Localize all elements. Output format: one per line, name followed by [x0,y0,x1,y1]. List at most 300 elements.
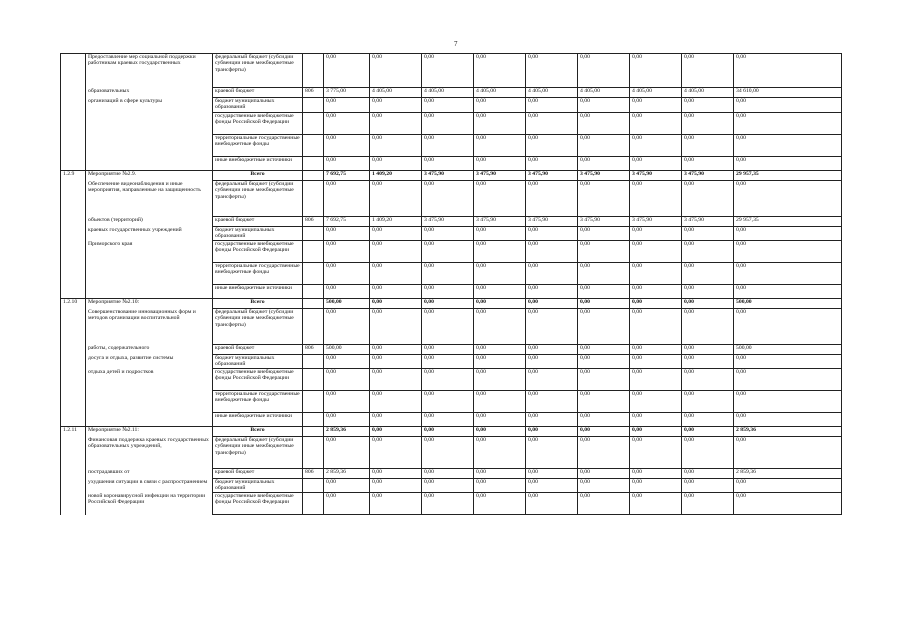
agency-code-cell [303,493,324,515]
amount-cell: 3 775,00 [324,88,370,98]
item-description-cell [86,391,213,413]
amount-cell: 0,00 [630,135,682,157]
item-description-cell: Мероприятие №2.11: [86,427,213,437]
amount-cell: 0,00 [474,479,526,493]
amount-cell: 0,00 [630,241,682,263]
amount-cell: 0,00 [630,285,682,299]
amount-cell: 0,00 [526,427,578,437]
amount-cell: 0,00 [630,413,682,427]
item-code-cell: 1.2.11 [61,427,86,437]
amount-cell: 0,00 [474,309,526,345]
table-row [61,285,842,299]
amount-cell: 0,00 [734,479,842,493]
amount-cell: 0,00 [578,157,630,171]
amount-cell: 0,00 [578,493,630,515]
table-row [61,157,842,171]
amount-cell: 0,00 [324,355,370,369]
amount-cell: 0,00 [422,469,474,479]
funding-source-cell: территориальные государственные внебюджетные фонды [213,263,303,285]
funding-source-cell: иные внебюджетные источники [213,157,303,171]
amount-cell: 0,00 [682,241,734,263]
funding-source-cell: иные внебюджетные источники [213,413,303,427]
amount-cell: 3 475,90 [578,217,630,227]
amount-cell: 0,00 [682,157,734,171]
amount-cell: 0,00 [422,299,474,309]
table-row [61,227,842,241]
item-code-cell [61,241,86,263]
amount-cell: 0,00 [630,157,682,171]
amount-cell: 0,00 [682,391,734,413]
amount-cell: 0,00 [630,98,682,113]
amount-cell: 0,00 [630,299,682,309]
item-code-cell [61,88,86,98]
amount-cell: 0,00 [630,391,682,413]
funding-source-cell: государственные внебюджетные фонды Российской Федерации [213,113,303,135]
funding-source-cell: иные внебюджетные источники [213,285,303,299]
amount-cell: 0,00 [682,413,734,427]
table-row [61,493,842,515]
amount-cell: 0,00 [422,309,474,345]
table-row [61,98,842,113]
table-row [61,427,842,437]
amount-cell: 0,00 [324,157,370,171]
item-description-cell: Мероприятие №2.10: [86,299,213,309]
amount-cell: 0,00 [578,98,630,113]
amount-cell: 0,00 [474,54,526,88]
item-description-cell: краевых государственных учреждений [86,227,213,241]
amount-cell: 0,00 [682,54,734,88]
amount-cell: 29 957,35 [734,171,842,181]
amount-cell: 0,00 [578,479,630,493]
amount-cell: 0,00 [324,391,370,413]
amount-cell: 0,00 [578,227,630,241]
amount-cell: 0,00 [682,113,734,135]
table-row [61,391,842,413]
amount-cell: 0,00 [682,345,734,355]
agency-code-cell [303,437,324,469]
amount-cell: 0,00 [682,309,734,345]
amount-cell: 0,00 [734,437,842,469]
funding-source-cell: Всего [213,299,303,309]
agency-code-cell: 806 [303,217,324,227]
amount-cell: 0,00 [734,181,842,217]
amount-cell: 0,00 [578,369,630,391]
item-description-cell: Обеспечение видеонаблюдения и иные мероприятия, направленные на защищенность [86,181,213,217]
agency-code-cell [303,263,324,285]
amount-cell: 0,00 [578,345,630,355]
table-row [61,171,842,181]
amount-cell: 3 475,90 [474,171,526,181]
item-code-cell [61,345,86,355]
table-row [61,217,842,227]
agency-code-cell [303,309,324,345]
amount-cell: 0,00 [630,54,682,88]
amount-cell: 0,00 [578,54,630,88]
amount-cell: 0,00 [630,469,682,479]
amount-cell: 0,00 [734,369,842,391]
amount-cell: 0,00 [578,299,630,309]
amount-cell: 0,00 [324,241,370,263]
funding-source-cell: федеральный бюджет (субсидии субвенции иные межбюджетные трансферты) [213,309,303,345]
amount-cell: 4 405,00 [526,88,578,98]
amount-cell: 0,00 [578,285,630,299]
amount-cell: 3 475,90 [682,171,734,181]
amount-cell: 0,00 [324,98,370,113]
item-description-cell: организаций в сфере культуры [86,98,213,113]
amount-cell: 0,00 [370,263,422,285]
amount-cell: 0,00 [370,369,422,391]
amount-cell: 4 405,00 [474,88,526,98]
amount-cell: 0,00 [630,355,682,369]
table-row [61,369,842,391]
amount-cell: 0,00 [422,241,474,263]
amount-cell: 0,00 [526,135,578,157]
amount-cell: 0,00 [630,181,682,217]
amount-cell: 0,00 [474,413,526,427]
item-code-cell [61,391,86,413]
amount-cell: 0,00 [422,345,474,355]
table-row [61,437,842,469]
amount-cell: 0,00 [422,479,474,493]
amount-cell: 0,00 [370,493,422,515]
amount-cell: 0,00 [474,113,526,135]
amount-cell: 0,00 [370,157,422,171]
amount-cell: 0,00 [422,437,474,469]
amount-cell: 0,00 [474,181,526,217]
agency-code-cell [303,285,324,299]
agency-code-cell [303,171,324,181]
amount-cell: 34 610,00 [734,88,842,98]
amount-cell: 0,00 [630,227,682,241]
amount-cell: 0,00 [474,345,526,355]
amount-cell: 3 475,90 [682,217,734,227]
agency-code-cell [303,355,324,369]
amount-cell: 0,00 [682,493,734,515]
amount-cell: 0,00 [578,427,630,437]
amount-cell: 0,00 [422,157,474,171]
funding-source-cell: Всего [213,171,303,181]
amount-cell: 0,00 [422,391,474,413]
amount-cell: 0,00 [682,227,734,241]
amount-cell: 0,00 [324,181,370,217]
amount-cell: 0,00 [682,355,734,369]
item-description-cell [86,413,213,427]
amount-cell: 0,00 [324,54,370,88]
amount-cell: 0,00 [578,355,630,369]
agency-code-cell [303,369,324,391]
funding-source-cell: краевой бюджет [213,88,303,98]
agency-code-cell: 806 [303,469,324,479]
funding-source-cell: бюджет муниципальных образований [213,479,303,493]
amount-cell: 0,00 [578,263,630,285]
amount-cell: 0,00 [422,493,474,515]
amount-cell: 0,00 [526,299,578,309]
amount-cell: 0,00 [324,285,370,299]
amount-cell: 3 475,90 [474,217,526,227]
amount-cell: 0,00 [526,345,578,355]
amount-cell: 0,00 [734,135,842,157]
agency-code-cell: 806 [303,88,324,98]
funding-source-cell: государственные внебюджетные фонды Российской Федерации [213,493,303,515]
agency-code-cell [303,113,324,135]
funding-source-cell: краевой бюджет [213,217,303,227]
amount-cell: 0,00 [422,369,474,391]
amount-cell: 0,00 [526,227,578,241]
amount-cell: 2 859,36 [734,427,842,437]
amount-cell: 0,00 [324,113,370,135]
amount-cell: 0,00 [734,413,842,427]
amount-cell: 0,00 [370,98,422,113]
amount-cell: 3 475,90 [422,171,474,181]
item-code-cell [61,181,86,217]
amount-cell: 0,00 [422,285,474,299]
amount-cell: 0,00 [422,227,474,241]
amount-cell: 0,00 [630,369,682,391]
amount-cell: 0,00 [526,157,578,171]
amount-cell: 0,00 [578,391,630,413]
amount-cell: 0,00 [734,263,842,285]
item-description-cell: новой коронавирусной инфекции на территории Российской Федерации [86,493,213,515]
amount-cell: 0,00 [526,54,578,88]
amount-cell: 0,00 [370,479,422,493]
amount-cell: 0,00 [630,493,682,515]
amount-cell: 0,00 [578,241,630,263]
amount-cell: 3 475,90 [578,171,630,181]
amount-cell: 0,00 [370,391,422,413]
amount-cell: 0,00 [630,437,682,469]
item-code-cell [61,98,86,113]
amount-cell: 7 692,75 [324,171,370,181]
amount-cell: 0,00 [734,98,842,113]
amount-cell: 0,00 [474,427,526,437]
item-description-cell: досуга и отдыха, развитие системы [86,355,213,369]
item-description-cell: работы, содержательного [86,345,213,355]
amount-cell: 0,00 [630,427,682,437]
amount-cell: 0,00 [682,369,734,391]
amount-cell: 0,00 [474,437,526,469]
agency-code-cell [303,227,324,241]
funding-source-cell: территориальные государственные внебюджетные фонды [213,135,303,157]
amount-cell: 0,00 [630,309,682,345]
item-description-cell [86,157,213,171]
amount-cell: 0,00 [734,113,842,135]
amount-cell: 0,00 [526,355,578,369]
amount-cell: 0,00 [370,113,422,135]
amount-cell: 0,00 [474,355,526,369]
amount-cell: 0,00 [324,135,370,157]
item-code-cell [61,493,86,515]
item-description-cell: пострадавших от [86,469,213,479]
amount-cell: 500,00 [324,345,370,355]
table-row [61,263,842,285]
page-number: 7 [454,40,458,48]
amount-cell: 0,00 [474,227,526,241]
amount-cell: 0,00 [422,263,474,285]
item-code-cell [61,227,86,241]
funding-source-cell: бюджет муниципальных образований [213,227,303,241]
agency-code-cell: 806 [303,345,324,355]
item-code-cell: 1.2.9 [61,171,86,181]
amount-cell: 0,00 [682,299,734,309]
amount-cell: 0,00 [324,437,370,469]
amount-cell: 0,00 [526,263,578,285]
amount-cell: 0,00 [578,113,630,135]
item-code-cell [61,469,86,479]
amount-cell: 0,00 [474,157,526,171]
table-row [61,413,842,427]
amount-cell: 0,00 [324,413,370,427]
amount-cell: 0,00 [370,135,422,157]
funding-source-cell: бюджет муниципальных образований [213,98,303,113]
item-code-cell [61,309,86,345]
amount-cell: 3 475,90 [526,217,578,227]
amount-cell: 0,00 [324,309,370,345]
agency-code-cell [303,413,324,427]
amount-cell: 0,00 [734,309,842,345]
amount-cell: 0,00 [474,285,526,299]
amount-cell: 0,00 [324,263,370,285]
amount-cell: 0,00 [370,299,422,309]
amount-cell: 500,00 [734,345,842,355]
amount-cell: 0,00 [526,241,578,263]
amount-cell: 0,00 [682,427,734,437]
amount-cell: 0,00 [734,285,842,299]
item-code-cell [61,479,86,493]
amount-cell: 0,00 [526,391,578,413]
amount-cell: 0,00 [474,391,526,413]
item-description-cell: Предоставление мер социальной поддержки работникам краевых государственных [86,54,213,88]
amount-cell: 0,00 [422,98,474,113]
amount-cell: 0,00 [324,369,370,391]
amount-cell: 1 409,20 [370,217,422,227]
item-description-cell: отдыха детей и подростков [86,369,213,391]
amount-cell: 0,00 [370,54,422,88]
amount-cell: 0,00 [734,493,842,515]
funding-source-cell: краевой бюджет [213,345,303,355]
table-row [61,355,842,369]
table-row [61,309,842,345]
amount-cell: 0,00 [630,479,682,493]
item-description-cell [86,263,213,285]
item-code-cell [61,54,86,88]
funding-source-cell: государственные внебюджетные фонды Российской Федерации [213,369,303,391]
funding-source-cell: государственные внебюджетные фонды Российской Федерации [213,241,303,263]
item-code-cell [61,355,86,369]
amount-cell: 0,00 [474,493,526,515]
amount-cell: 0,00 [526,493,578,515]
amount-cell: 0,00 [682,285,734,299]
amount-cell: 0,00 [682,437,734,469]
agency-code-cell [303,391,324,413]
amount-cell: 0,00 [578,309,630,345]
amount-cell: 0,00 [474,241,526,263]
amount-cell: 0,00 [422,355,474,369]
table-row [61,345,842,355]
item-description-cell [86,135,213,157]
amount-cell: 0,00 [370,469,422,479]
amount-cell: 0,00 [578,437,630,469]
item-code-cell [61,437,86,469]
table-row [61,181,842,217]
amount-cell: 0,00 [526,309,578,345]
item-description-cell: ухудшения ситуации в связи с распространением [86,479,213,493]
funding-source-cell: бюджет муниципальных образований [213,355,303,369]
amount-cell: 0,00 [682,181,734,217]
amount-cell: 0,00 [578,413,630,427]
amount-cell: 0,00 [734,355,842,369]
amount-cell: 0,00 [682,135,734,157]
amount-cell: 0,00 [682,98,734,113]
agency-code-cell [303,427,324,437]
amount-cell: 0,00 [526,369,578,391]
amount-cell: 0,00 [422,427,474,437]
amount-cell: 0,00 [370,227,422,241]
amount-cell: 0,00 [324,493,370,515]
table-row [61,469,842,479]
amount-cell: 4 405,00 [578,88,630,98]
amount-cell: 0,00 [578,181,630,217]
table-row [61,113,842,135]
agency-code-cell [303,241,324,263]
item-description-cell: Мероприятие №2.9. [86,171,213,181]
amount-cell: 0,00 [370,427,422,437]
amount-cell: 0,00 [526,113,578,135]
amount-cell: 0,00 [474,98,526,113]
funding-source-cell: территориальные государственные внебюджетные фонды [213,391,303,413]
item-code-cell [61,157,86,171]
funding-source-cell: Всего [213,427,303,437]
amount-cell: 0,00 [370,355,422,369]
amount-cell: 2 859,36 [734,469,842,479]
budget-table [60,53,842,515]
amount-cell: 1 409,20 [370,171,422,181]
amount-cell: 0,00 [370,309,422,345]
amount-cell: 4 405,00 [422,88,474,98]
amount-cell: 0,00 [526,413,578,427]
amount-cell: 0,00 [526,469,578,479]
item-description-cell: объектов (территорий) [86,217,213,227]
item-description-cell: Приморского края [86,241,213,263]
amount-cell: 3 475,90 [630,217,682,227]
amount-cell: 0,00 [734,391,842,413]
amount-cell: 0,00 [682,479,734,493]
amount-cell: 0,00 [474,369,526,391]
table-row [61,299,842,309]
amount-cell: 0,00 [422,181,474,217]
amount-cell: 0,00 [630,113,682,135]
amount-cell: 3 475,90 [526,171,578,181]
amount-cell: 3 475,90 [422,217,474,227]
table-row [61,479,842,493]
agency-code-cell [303,479,324,493]
item-description-cell: Совершенствование инновационных форм и методов организации воспитательной [86,309,213,345]
amount-cell: 0,00 [422,54,474,88]
funding-source-cell: краевой бюджет [213,469,303,479]
amount-cell: 0,00 [578,469,630,479]
amount-cell: 4 405,00 [682,88,734,98]
amount-cell: 0,00 [474,263,526,285]
amount-cell: 0,00 [734,227,842,241]
funding-source-cell: федеральный бюджет (субсидии субвенции иные межбюджетные трансферты) [213,437,303,469]
amount-cell: 0,00 [370,345,422,355]
amount-cell: 0,00 [370,285,422,299]
amount-cell: 0,00 [370,181,422,217]
amount-cell: 500,00 [324,299,370,309]
amount-cell: 2 859,36 [324,469,370,479]
item-code-cell [61,217,86,227]
agency-code-cell [303,98,324,113]
amount-cell: 0,00 [422,413,474,427]
